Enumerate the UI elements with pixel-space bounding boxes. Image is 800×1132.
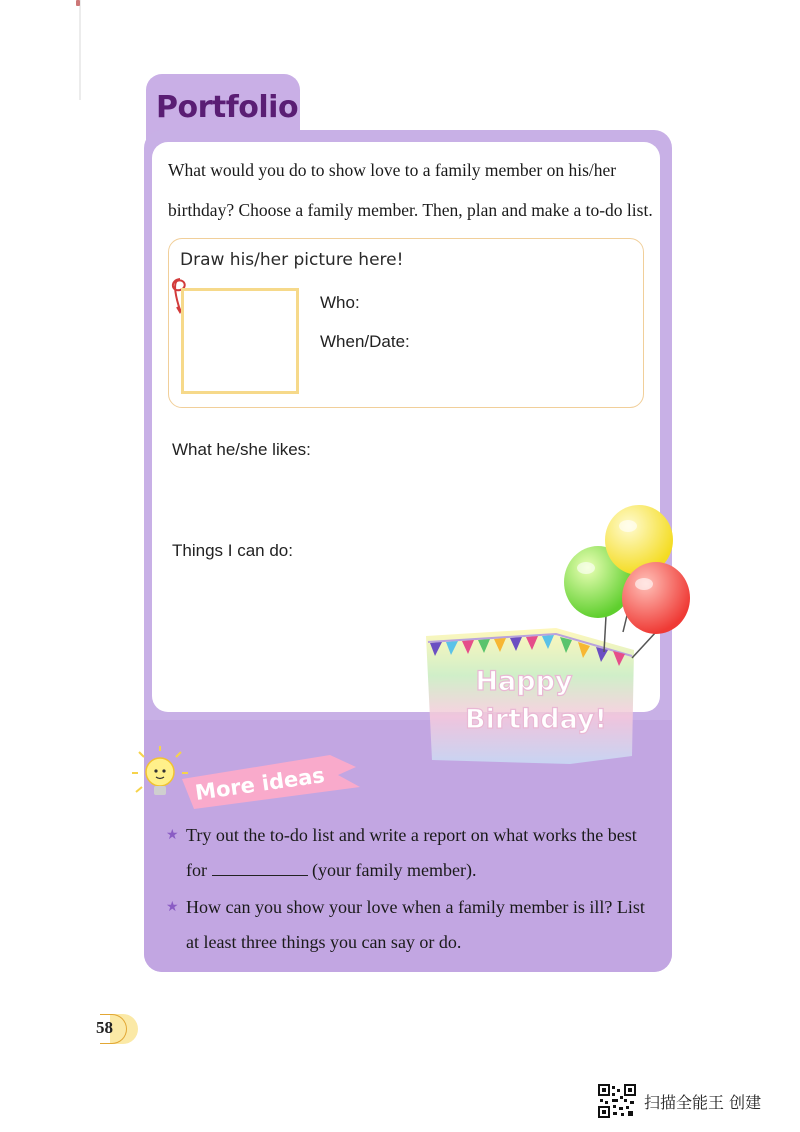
page-number: 58 [96,1018,113,1037]
when-date-label: When/Date: [320,332,410,351]
idea-text-1a: Try out the to-do list and write a report on what works the best for [186,825,637,880]
family-member-blank[interactable] [212,861,308,876]
idea-text-2: How can you show your love when a family member is ill? List at least three things you can say or do. [186,897,645,952]
idea-text-1b: (your family member). [312,860,477,880]
likes-label: What he/she likes: [172,440,311,459]
star-bullet-icon: ★ [166,900,179,915]
scanner-watermark-text: 扫描全能王 创建 [644,1093,762,1112]
spine-mark [76,0,80,6]
birthday-decoration [420,500,692,768]
things-label: Things I can do: [172,541,293,560]
list-item [166,890,656,960]
more-ideas-list [166,818,656,962]
balloons-icon [564,505,690,658]
picture-frame[interactable] [181,288,299,394]
banner-text-birthday: Birthday! [465,704,607,735]
more-ideas-ribbon [130,745,362,815]
qr-code-icon [598,1084,636,1118]
draw-label: Draw his/her picture here! [180,250,404,270]
lightbulb-icon [132,746,188,795]
more-ideas-title: More ideas [193,763,327,805]
question-text: What would you do to show love to a family member on his/her birthday? Choose a family member. Then, plan and make a to-do list. [168,160,653,220]
star-bullet-icon: ★ [166,828,179,843]
list-item [166,818,656,888]
section-title: Portfolio [156,90,299,125]
banner-text-happy: Happy [475,666,573,697]
page-spine-line [79,0,81,100]
who-label: Who: [320,293,360,312]
